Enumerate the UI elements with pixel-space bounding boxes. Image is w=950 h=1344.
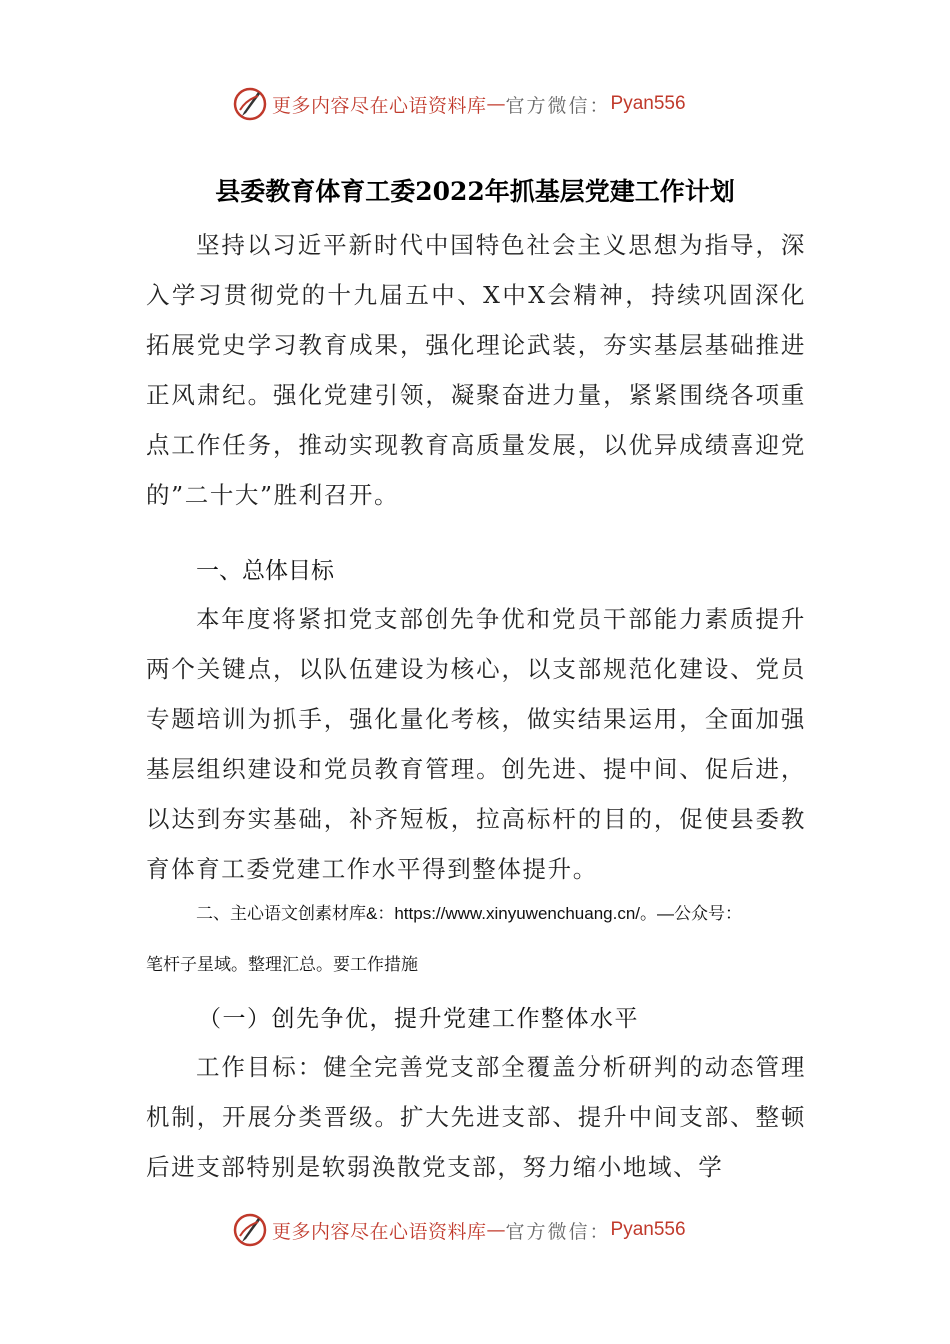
banner-wechat-id: Pyan556 xyxy=(610,93,686,114)
section2-line2: 笔杆子星域。整理汇总。要工作措施 xyxy=(146,955,418,974)
banner-separator: — xyxy=(486,93,506,115)
intro-paragraph: 坚持以习近平新时代中国特色社会主义思想为指导，深入学习贯彻党的十九届五中、X中X会精神，持续巩固深化拓展党史学习教育成果，强化理论武装，夯实基层基础推进正风肃纪。强化党建引领，凝聚奋进力量，紧紧围绕各项重点工作任务，推动实现教育高质量发展，以优异成绩喜迎党的”二十大”胜利召开。 xyxy=(146,231,806,509)
section2-line1: 二、主心语文创素材库&：https://www.xinyuwenchuang.cn/。—公众号： xyxy=(196,904,743,923)
footer-banner xyxy=(232,1210,686,1250)
quill-logo-icon xyxy=(232,1212,268,1248)
quill-logo-icon xyxy=(232,86,268,122)
section1-paragraph: 本年度将紧扣党支部创先争优和党员干部能力素质提升两个关键点，以队伍建设为核心，以支部规范化建设、党员专题培训为抓手，强化量化考核，做实结果运用，全面加强基层组织建设和党员教育管理。创先进、提中间、促后进，以达到夯实基础，补齐短板，拉高标杆的目的，促使县委教育体育工委党建工作水平得到整体提升。 xyxy=(146,605,806,883)
document-title: 县委教育体育工委2022年抓基层党建工作计划 xyxy=(215,177,735,206)
section1-heading: 一、总体目标 xyxy=(196,558,334,584)
banner-main-text: 更多内容尽在心语资料库 xyxy=(272,94,487,117)
banner-separator: — xyxy=(486,1219,506,1241)
banner-main-text: 更多内容尽在心语资料库 xyxy=(272,1220,487,1243)
banner-wechat-label: 官方微信： xyxy=(505,1220,611,1243)
banner-wechat-id: Pyan556 xyxy=(610,1219,686,1240)
subsection1-heading: （一）创先争优，提升党建工作整体水平 xyxy=(198,1006,639,1032)
subsection1-paragraph: 工作目标：健全完善党支部全覆盖分析研判的动态管理机制，开展分类晋级。扩大先进支部、提升中间支部、整顿后进支部特别是软弱涣散党支部，努力缩小地域、学 xyxy=(146,1053,806,1181)
section2-heading-note xyxy=(146,888,826,990)
header-banner xyxy=(232,84,686,124)
banner-wechat-label: 官方微信： xyxy=(505,94,611,117)
